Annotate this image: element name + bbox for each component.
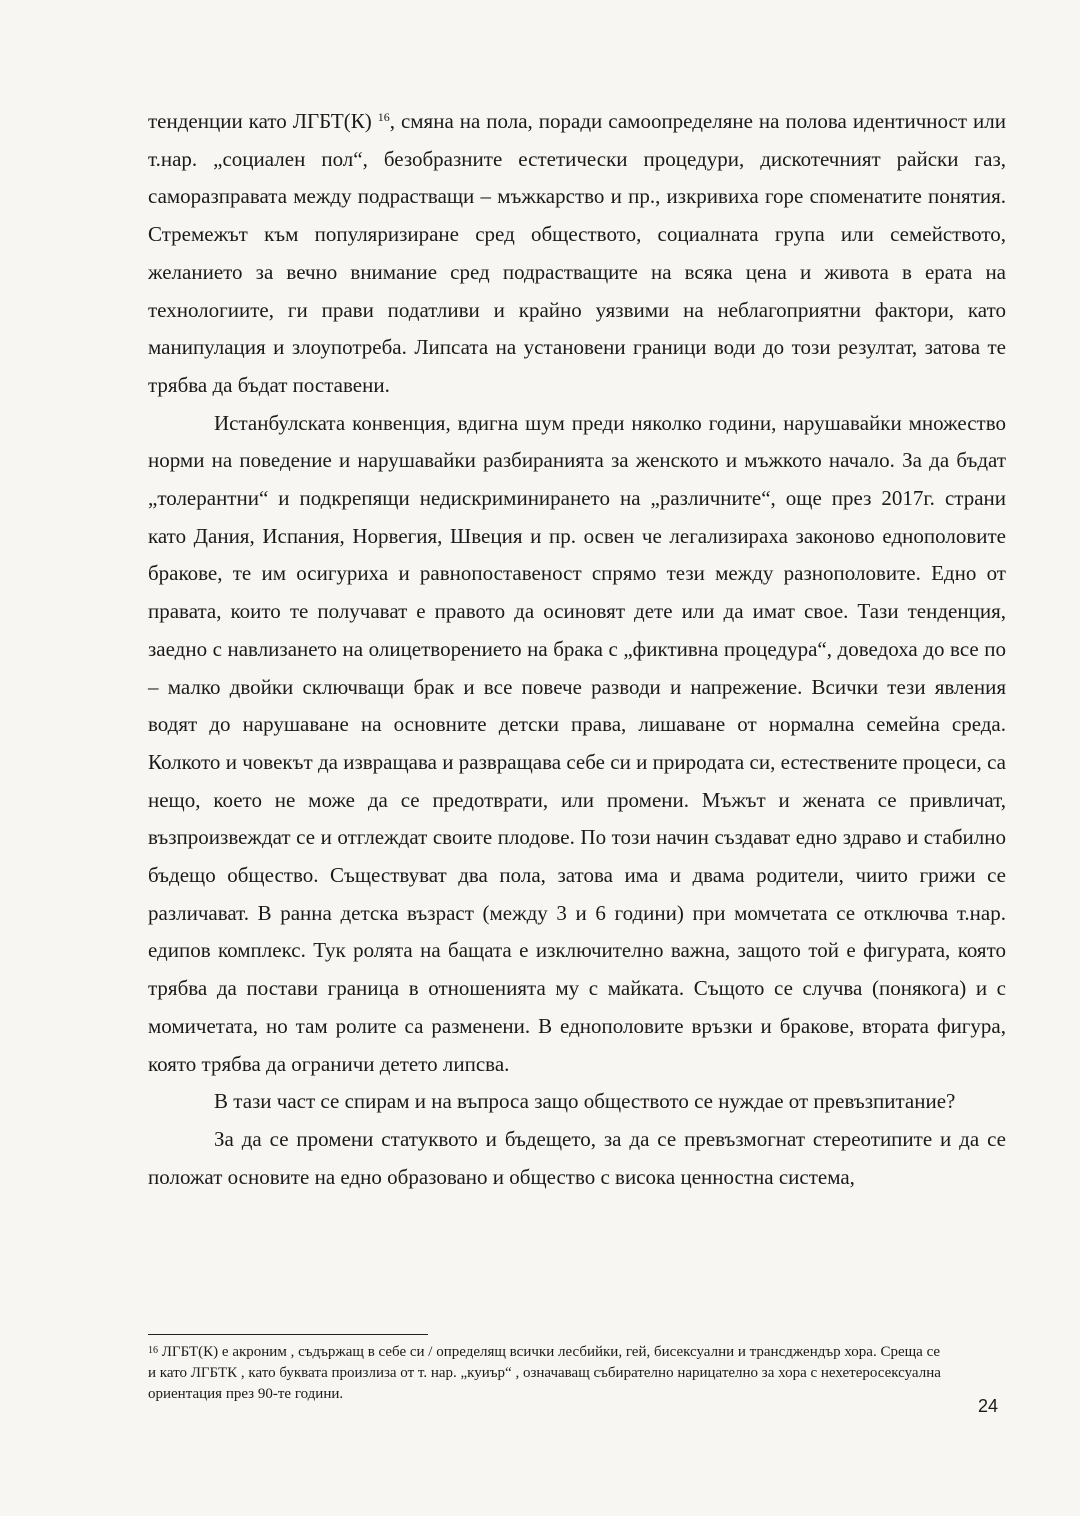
paragraph-4: За да се промени статуквото и бъдещето, за да се превъзмогнат стереотипите и да се положат основите на едно образовано и общество с висока ценностна система, <box>148 1126 1006 1189</box>
paragraph-1 <box>148 103 1006 405</box>
paragraph-1-start: тенденции като ЛГБТ(К) <box>148 109 378 133</box>
footnote-reference[interactable]: 16 <box>377 110 390 124</box>
footnote-divider <box>148 1334 428 1335</box>
paragraph-2: Истанбулската конвенция, вдигна шум преди няколко години, нарушавайки множество норми на поведение и нарушавайки разбиранията за женското и мъжкото начало. За да бъдат „толерантни“ и подкрепящи недискриминирането на „различните“, още през 2017г. страни като Дания, Испания, Норвегия, Швеция и пр. освен че легализираха законово еднополовите бракове, те им осигуриха и равнопоставеност спрямо тези между разнополовите. Едно от правата, които те получават е правото да осиновят дете или да имат свое. Тази тенденция, заедно с навлизането на олицетворението на брака с „фиктивна процедура“, доведоха до все по – малко двойки сключващи брак и все повече разводи и напрежение. Всички тези явления водят до нарушаване на основните детски права, лишаване от нормална семейна среда. Колкото и човекът да извращава и развращава себе си и природата си, естествените процеси, са нещо, което не може да се предотврати, или промени. Мъжът и жената се привличат, възпроизвеждат се и отглеждат своите плодове. По този начин създават едно здраво и стабилно бъдещо общество. Съществуват два пола, затова има и двама родители, чиито грижи се различават. В ранна детска възраст (между 3 и 6 години) при момчетата се отключва т.нар. едипов комплекс. Тук ролята на бащата е изключително важна, защото той е фигурата, която трябва да постави граница в отношенията му с майката. Същото се случва (понякога) и с момичетата, но там ролите са разменени. В еднополовите връзки и бракове, втората фигура, която трябва да ограничи детето липсва. <box>148 410 1006 1076</box>
footnote <box>148 1342 948 1405</box>
footnote-text: ЛГБТ(К) е акроним , съдържащ в себе си / определящ всички лесбийки, гей, бисексуални и трансджендър хора. Среща се и като ЛГБТК , като буквата произлиза от т. нар. „куиър“ , означаващ събирателно нарицателно за хора с нехетеросексуална ориентация през 90-те години. <box>148 1344 941 1402</box>
paragraph-1-rest: , смяна на пола, поради самоопределяне на полова идентичност или т.нар. „социален пол“, безобразните естетически процедури, дискотечният райски газ, саморазправата между подрастващи – мъжкарство и пр., изкривиха горе споменатите понятия. Стремежът към популяризиране сред обществото, социалната група или семейството, желанието за вечно внимание сред подрастващите на всяка цена и живота в ерата на технологиите, ги прави податливи и крайно уязвими на неблагоприятни фактори, като манипулация и злоупотреба. Липсата на установени граници води до този резултат, затова те трябва да бъдат поставени. <box>148 109 1006 397</box>
paragraph-3: В тази част се спирам и на въпроса защо обществото се нуждае от превъзпитание? <box>214 1089 956 1114</box>
page-number: 24 <box>978 1396 999 1416</box>
body-text <box>148 103 1006 1196</box>
footnote-mark: 16 <box>148 1345 158 1356</box>
